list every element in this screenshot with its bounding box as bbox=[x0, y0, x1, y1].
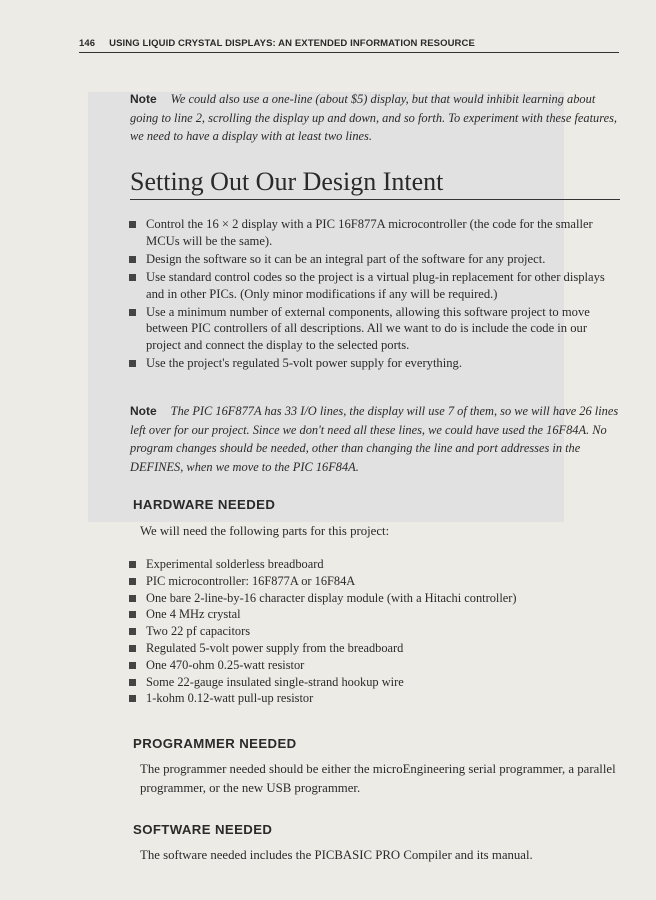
list-item: Use a minimum number of external components, allowing this software project to move between PIC controllers of all descriptions. All we want to do is include the code in our project and connect the display to the selected ports. bbox=[128, 304, 622, 354]
list-item: Some 22-gauge insulated single-strand hookup wire bbox=[128, 674, 622, 690]
list-item: Design the software so it can be an integral part of the software for any project. bbox=[128, 251, 622, 268]
list-item: One bare 2-line-by-16 character display module (with a Hitachi controller) bbox=[128, 590, 622, 606]
software-text: The software needed includes the PICBASIC PRO Compiler and its manual. bbox=[140, 848, 533, 862]
list-item: Control the 16 × 2 display with a PIC 16F877A microcontroller (the code for the smaller MCUs will be the same). bbox=[128, 216, 622, 250]
list-item: 1-kohm 0.12-watt pull-up resistor bbox=[128, 690, 622, 706]
hardware-list bbox=[128, 556, 622, 707]
software-heading: SOFTWARE NEEDED bbox=[133, 822, 273, 837]
section-title: Setting Out Our Design Intent bbox=[130, 165, 620, 200]
note-one-line-display bbox=[130, 90, 622, 146]
running-title: USING LIQUID CRYSTAL DISPLAYS: AN EXTENDED INFORMATION RESOURCE bbox=[109, 38, 475, 49]
list-item: Experimental solderless breadboard bbox=[128, 556, 622, 572]
list-item: Two 22 pf capacitors bbox=[128, 623, 622, 639]
list-item: Regulated 5-volt power supply from the breadboard bbox=[128, 640, 622, 656]
running-header bbox=[79, 38, 619, 53]
list-item: One 4 MHz crystal bbox=[128, 606, 622, 622]
programmer-heading: PROGRAMMER NEEDED bbox=[133, 736, 297, 751]
list-item: Use standard control codes so the project is a virtual plug-in replacement for other displays and in other PICs. (Only minor modifications if any will be required.) bbox=[128, 269, 622, 303]
design-intent-list bbox=[128, 216, 622, 373]
note-pic-io-lines bbox=[130, 402, 622, 476]
note-label: Note bbox=[130, 404, 157, 418]
list-item: PIC microcontroller: 16F877A or 16F84A bbox=[128, 573, 622, 589]
list-item: Use the project's regulated 5-volt power supply for everything. bbox=[128, 355, 622, 372]
hardware-intro: We will need the following parts for this project: bbox=[140, 524, 390, 538]
note-text: We could also use a one-line (about $5) display, but that would inhibit learning about going to line 2, scrolling the display up and down, and so forth. To experiment with these features, we need to have a display with at least two lines. bbox=[130, 92, 617, 144]
note-text: The PIC 16F877A has 33 I/O lines, the display will use 7 of them, so we will have 26 lines left over for our project. Since we don't need all these lines, we could have used the 16F84A. No program changes should be needed, other than changing the line and port addresses in the DEFINES, when we move to the PIC 16F84A. bbox=[130, 404, 619, 474]
list-item: One 470-ohm 0.25-watt resistor bbox=[128, 657, 622, 673]
note-label: Note bbox=[130, 92, 157, 106]
hardware-heading: HARDWARE NEEDED bbox=[133, 497, 276, 512]
programmer-text: The programmer needed should be either the microEngineering serial programmer, a parallel programmer, or the new USB programmer. bbox=[140, 762, 616, 795]
page-number: 146 bbox=[79, 38, 96, 49]
